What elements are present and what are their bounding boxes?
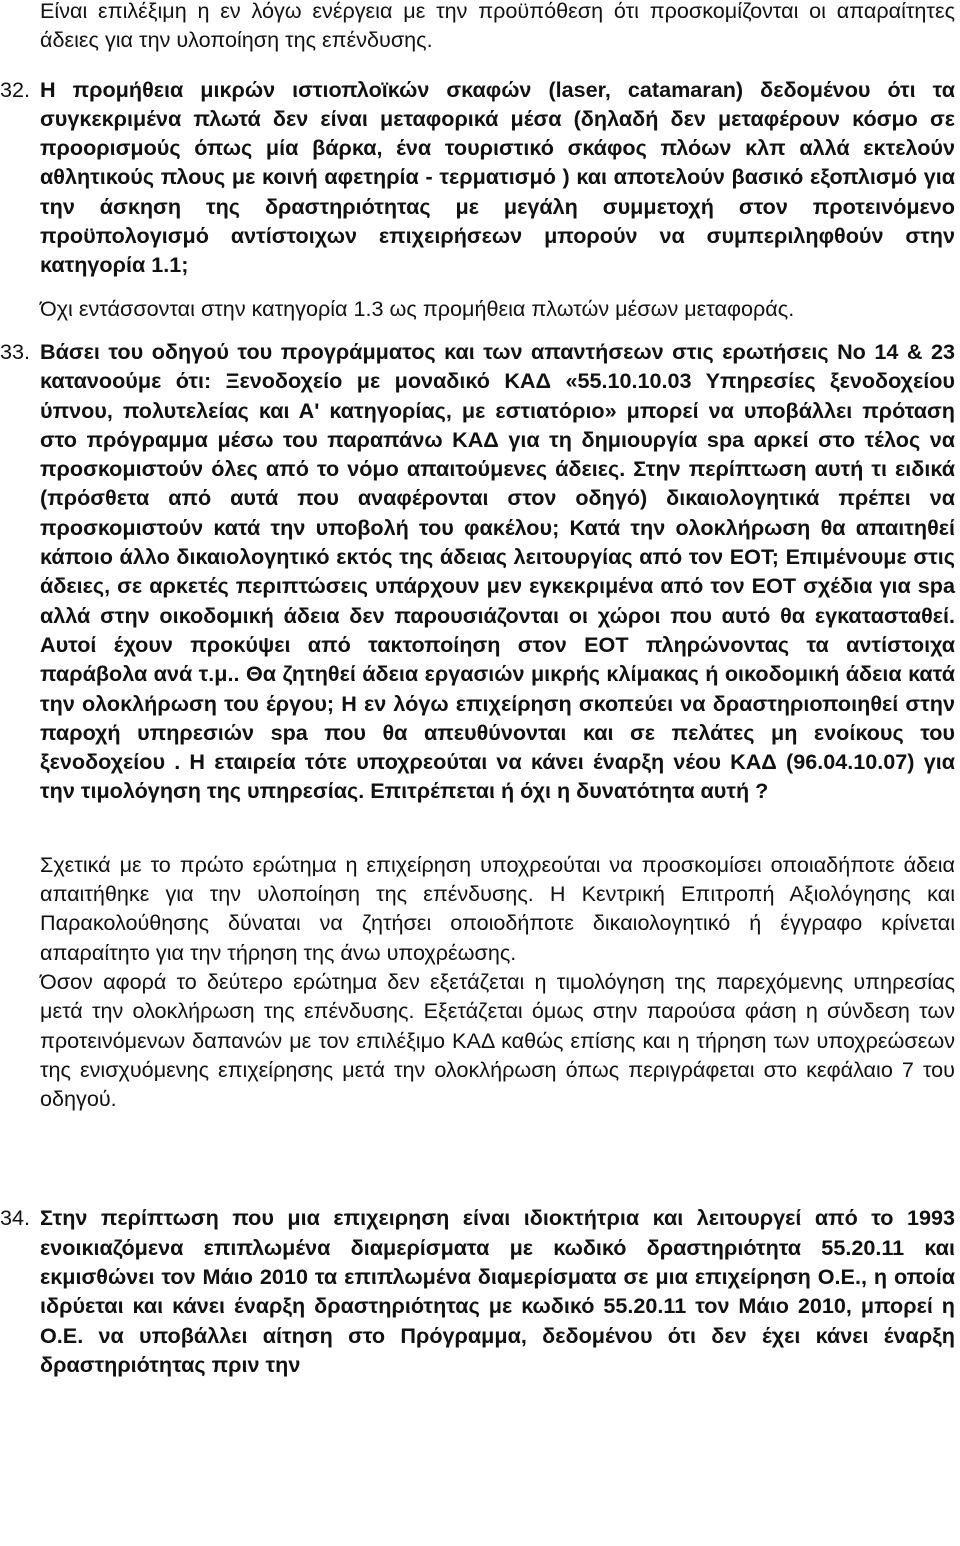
spacer [40, 1113, 955, 1203]
question-text: Στην περίπτωση που μια επιχειρηση είναι ιδιοκτήτρια και λειτουργεί από το 1993 ενοικιαζόμενα επιπλωμένα διαμερίσματα με κωδικό δραστηριότητα 55.20.11 και εκμισθώνει τον Μάιο 2010 τα επιπλωμένα διαμερίσματα σε μια επιχείρηση Ο.Ε., η οποία ιδρύεται και κάνει έναρξη δραστηριότητας με κωδικό 55.20.11 τον Μάιο 2010, μπορεί η Ο.Ε. να υποβάλλει αίτηση στο Πρόγραμμα, δεδομένου ότι δεν έχει κάνει έναρξη δραστηριότητας πριν την [40, 1205, 955, 1377]
question-number: 32. [0, 76, 31, 102]
question-32 [0, 75, 955, 280]
spacer [40, 806, 955, 850]
question-text: Η προμήθεια μικρών ιστιοπλοϊκών σκαφών (laser, catamaran) δεδομένου ότι τα συγκεκριμένα πλωτά δεν είναι μεταφορικά μέσα (δηλαδή δεν μεταφέρουν κόσμο σε προορισμούς όπως μία βάρκα, ένα τουριστικό σκάφος πλόων κλπ αλλά εκτελούν αθλητικούς πλους με κοινή αφετηρία - τερματισμό ) και αποτελούν βασικό εξοπλισμό για την άσκηση της δραστηριότητας με μεγάλη συμμετοχή στον προτεινόμενο προϋπολογισμό αντίστοιχων επιχειρήσεων μπορούν να συμπεριληφθούν στην κατηγορία 1.1; [40, 76, 955, 278]
question-33 [0, 337, 955, 806]
spacer [40, 55, 955, 75]
answer-33-part-1: Σχετικά με το πρώτο ερώτημα η επιχείρηση υποχρεούται να προσκομίσει οποιαδήποτε άδεια απαιτήθηκε για την υλοποίηση της επένδυσης. Η Κεντρική Επιτροπή Αξιολόγησης και Παρακολούθησης δύναται να ζητήσει οποιοδήποτε δικαιολογητικό ή έγγραφο κρίνεται απαραίτητο για την τήρηση της άνω υποχρέωσης. [40, 851, 955, 965]
question-34 [0, 1203, 955, 1379]
answer-32: Όχι εντάσσονται στην κατηγορία 1.3 ως προμήθεια πλωτών μέσων μεταφοράς. [40, 295, 795, 321]
spacer [40, 280, 955, 294]
answer-33-part-2: Όσον αφορά το δεύτερο ερώτημα δεν εξετάζεται η τιμολόγηση της παρεχόμενης υπηρεσίας μετά την ολοκλήρωση της επένδυσης. Εξετάζεται όμως στην παρούσα φάση η σύνδεση των προτεινόμενων δαπανών με τον επιλέξιμο ΚΑΔ καθώς επίσης και η τήρηση των υποχρεώσεων της ενισχυόμενης επιχείρησης μετά την ολοκλήρωση όπως περιγράφεται στο κεφάλαιο 7 του οδηγού. [40, 968, 955, 1112]
spacer [40, 323, 955, 337]
question-number: 33. [0, 338, 31, 364]
question-number: 34. [0, 1205, 31, 1231]
intro-paragraph: Είναι επιλέξιμη η εν λόγω ενέργεια με την προϋπόθεση ότι προσκομίζονται οι απαραίτητες άδειες για την υλοποίηση της επένδυσης. [40, 0, 955, 53]
question-text: Βάσει του οδηγού του προγράμματος και των απαντήσεων στις ερωτήσεις Νο 14 & 23 κατανοούμε ότι: Ξενοδοχείο με μοναδικό ΚΑΔ «55.10.10.03 Υπηρεσίες ξενοδοχείου ύπνου, πολυτελείας και Α' κατηγορίας, με εστιατόριο» μπορεί να υποβάλλει πρόταση στο πρόγραμμα μέσω του παραπάνω ΚΑΔ για τη δημιουργία spa αρκεί στο τέλος να προσκομιστούν όλες από το νόμο απαιτούμενες άδειες. Στην περίπτωση αυτή τι ειδικά (πρόσθετα από αυτά που αναφέρονται στον οδηγό) δικαιολογητικά πρέπει να προσκομιστούν κατά την υποβολή του φακέλου; Κατά την ολοκλήρωση θα απαιτηθεί κάποιο άλλο δικαιολογητικό εκτός της άδειας λειτουργίας από τον ΕΟΤ; Επιμένουμε στις άδειες, σε αρκετές περιπτώσεις υπάρχουν μεν εγκεκριμένα από τον ΕΟΤ σχέδια για spa αλλά στην οικοδομική άδεια δεν παρουσιάζονται οι χώροι που αυτό θα εγκατασταθεί. Αυτοί έχουν προκύψει από τακτοποίηση στον ΕΟΤ πληρώνοντας τα αντίστοιχα παράβολα ανά τ.μ.. Θα ζητηθεί άδεια εργασιών μικρής κλίμακας ή οικοδομική άδεια κατά την ολοκλήρωση του έργου; Η εν λόγω επιχείρηση σκοπεύει να δραστηριοποιηθεί στην παροχή υπηρεσιών spa που θα απευθύνονται και σε πελάτες μη ενοίκους του ξενοδοχείου . Η εταιρεία τότε υποχρεούται να κάνει έναρξη νέου ΚΑΔ (96.04.10.07) για την τιμολόγηση της υπηρεσίας. Επιτρέπεται ή όχι η δυνατότητα αυτή ? [40, 338, 955, 804]
